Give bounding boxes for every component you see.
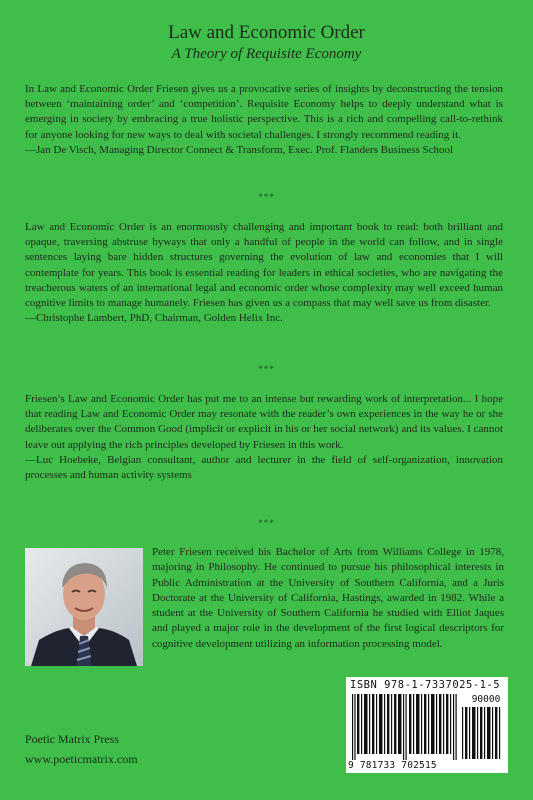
- barcode-digits: 9 781733 702515: [348, 760, 437, 771]
- separator: ***: [258, 192, 275, 202]
- review-attribution: —Luc Hoebeke, Belgian consultant, author and lecturer in the field of self-organization, innovation processes and human activity systems: [25, 453, 503, 481]
- author-portrait-image: [25, 548, 143, 666]
- review-attribution: —Christophe Lambert, PhD, Chairman, Golden Helix Inc.: [25, 312, 283, 325]
- book-subtitle: A Theory of Requisite Economy: [171, 46, 362, 62]
- review-text: In Law and Economic Order Friesen gives us a provocative series of insights by deconstructing the tension between ‘maintaining order’ and ‘competition’. Requisite Economy helps to deeply understand what is emerging in society by embracing a true holistic perspective. This is a rich and compelling call-to-rethink for anyone looking for new ways to deal with societal challenges. I strongly recommend reading it.: [25, 83, 503, 141]
- review-2: [25, 220, 503, 326]
- isbn-barcode: [346, 677, 508, 773]
- isbn-label: ISBN 978-1-7337025-1-5: [350, 679, 501, 691]
- review-3: [25, 392, 503, 483]
- publisher-name: Poetic Matrix Press: [25, 732, 119, 746]
- author-bio: Peter Friesen received his Bachelor of Arts from Williams College in 1978, majoring in Philosophy. He continued to pursue his philosophical interests in Public Administration at the University of Southern California, and a Juris Doctorate at the University of California, Hastings, awarded in 1982. While a student at the University of Southern California he studied with Elliot Jaques and played a major role in the development of the first logical descriptors for cognitive development utilizing an information processing model.: [152, 546, 504, 650]
- barcode-supplement-digits: 90000: [471, 694, 501, 705]
- review-text: Law and Economic Order is an enormously challenging and important book to read: both brilliant and opaque, traversing abstruse byways that only a handful of people in the world can follow, and in single sentences laying bare hidden structures governing the evolution of law and economies that I will contemplate for years. This book is essential reading for leaders in ethical societies, who are navigating the treacherous waters of an international legal and economic order whose complexity may well exceed human cognitive limits to manage humanely. Friesen has given us a compass that may well save us from disaster.: [25, 221, 503, 310]
- separator: ***: [258, 518, 275, 528]
- barcode-supplement-bars: [462, 707, 502, 765]
- author-photo: [25, 548, 143, 666]
- review-text: Friesen’s Law and Economic Order has put me to an intense but rewarding work of interpretation... I hope that reading Law and Economic Order may resonate with the reader’s own experiences in the way he or she deliberates over the Common Good (implicit or explicit in his or her social network) and its values. I cannot leave out applying the rich principles developed by Friesen in this work.: [25, 393, 503, 451]
- review-attribution: —Jan De Visch, Managing Director Connect & Transform, Exec. Prof. Flanders Business School: [25, 143, 454, 156]
- publisher-website[interactable]: www.poeticmatrix.com: [25, 752, 138, 766]
- separator: ***: [258, 364, 275, 374]
- barcode-bars: [352, 694, 458, 760]
- book-title: Law and Economic Order: [168, 22, 365, 43]
- review-1: [25, 82, 503, 158]
